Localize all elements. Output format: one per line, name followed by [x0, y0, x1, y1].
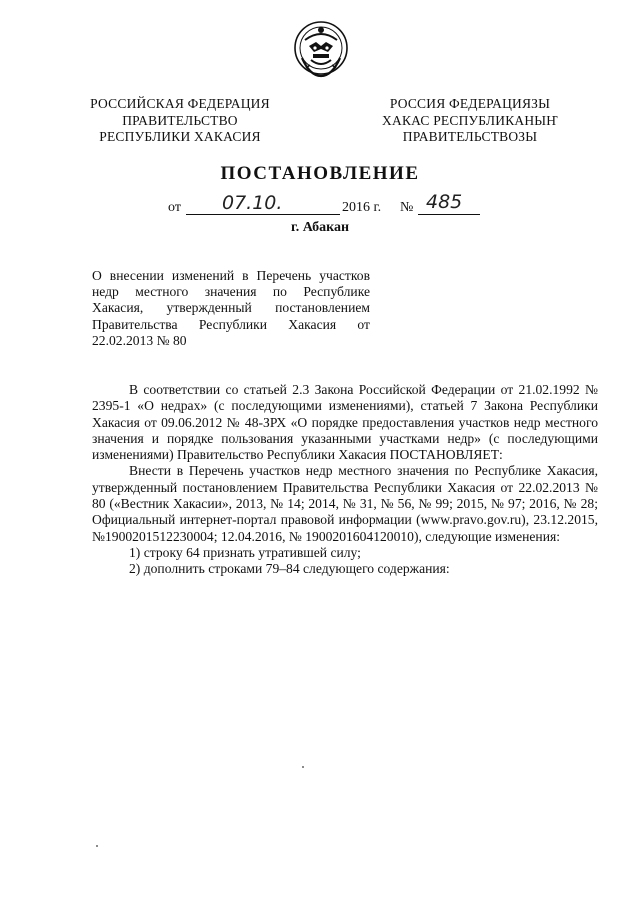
header-right-line-1: РОССИЯ ФЕДЕРАЦИЯЗЫ — [389, 96, 551, 111]
body-paragraph-3: 1) строку 64 признать утратившей силу; — [129, 544, 361, 560]
header-left-line-3: РЕСПУБЛИКИ ХАКАСИЯ — [99, 129, 261, 144]
number-underline — [418, 214, 480, 215]
date-underline — [186, 214, 340, 215]
document-body — [92, 382, 598, 578]
document-title: ПОСТАНОВЛЕНИЕ — [220, 163, 420, 184]
scan-speck — [302, 766, 304, 768]
number-label: № — [400, 200, 414, 215]
header-left-line-1: РОССИЙСКАЯ ФЕДЕРАЦИЯ — [90, 96, 270, 111]
header-right-block — [370, 96, 570, 146]
body-paragraph-2: Внести в Перечень участков недр местного значения по Республике Хакасия, утвержденный постановлением Правительства Республики Хакасия от 22.02.2013 № 80 («Вестник Хакасии», 2013, № 14; 2014, № 31, № 56, № 99; 2015, № 97; 2016, № 28; Официальный интернет-портал правовой информации (www.pravo.gov.ru), 23.12.2015, №1900201512230004; 12.04.2016, № 1900201604120010), следующие изменения: — [92, 463, 598, 544]
header-right-line-2: ХАКАС РЕСПУБЛИКАНЫҤ — [382, 112, 558, 128]
scan-speck — [96, 845, 98, 847]
coat-of-arms-emblem — [292, 18, 350, 82]
body-paragraph-1: В соответствии со статьей 2.3 Закона Российской Федерации от 21.02.1992 № 2395-1 «О недрах» (с последующими изменениями), статьей 7 Закона Республики Хакасия от 09.06.2012 № 48-ЗРХ «О порядке предоставления участков недр местного значения и порядке пользования указанными участками недр» (с последующими изменениями) Правительство Республики Хакасия ПОСТАНОВЛЯЕТ: — [92, 382, 598, 463]
date-from-label: от — [168, 200, 181, 215]
header-right-line-3: ПРАВИТЕЛЬСТВОЗЫ — [402, 129, 538, 144]
date-handwritten: 07.10. — [222, 192, 283, 214]
header-left-line-2: ПРАВИТЕЛЬСТВО — [122, 112, 238, 128]
header-left-block — [80, 96, 280, 146]
city-line: г. Абакан — [290, 220, 350, 235]
document-subject: О внесении изменений в Перечень участков недр местного значения по Республике Хакасия, утвержденный постановлением Правительства Республики Хакасия от 22.02.2013 № 80 — [92, 268, 370, 348]
number-handwritten: 485 — [426, 191, 463, 213]
body-paragraph-4: 2) дополнить строками 79–84 следующего содержания: — [129, 561, 450, 577]
date-year: 2016 г. — [342, 200, 382, 215]
